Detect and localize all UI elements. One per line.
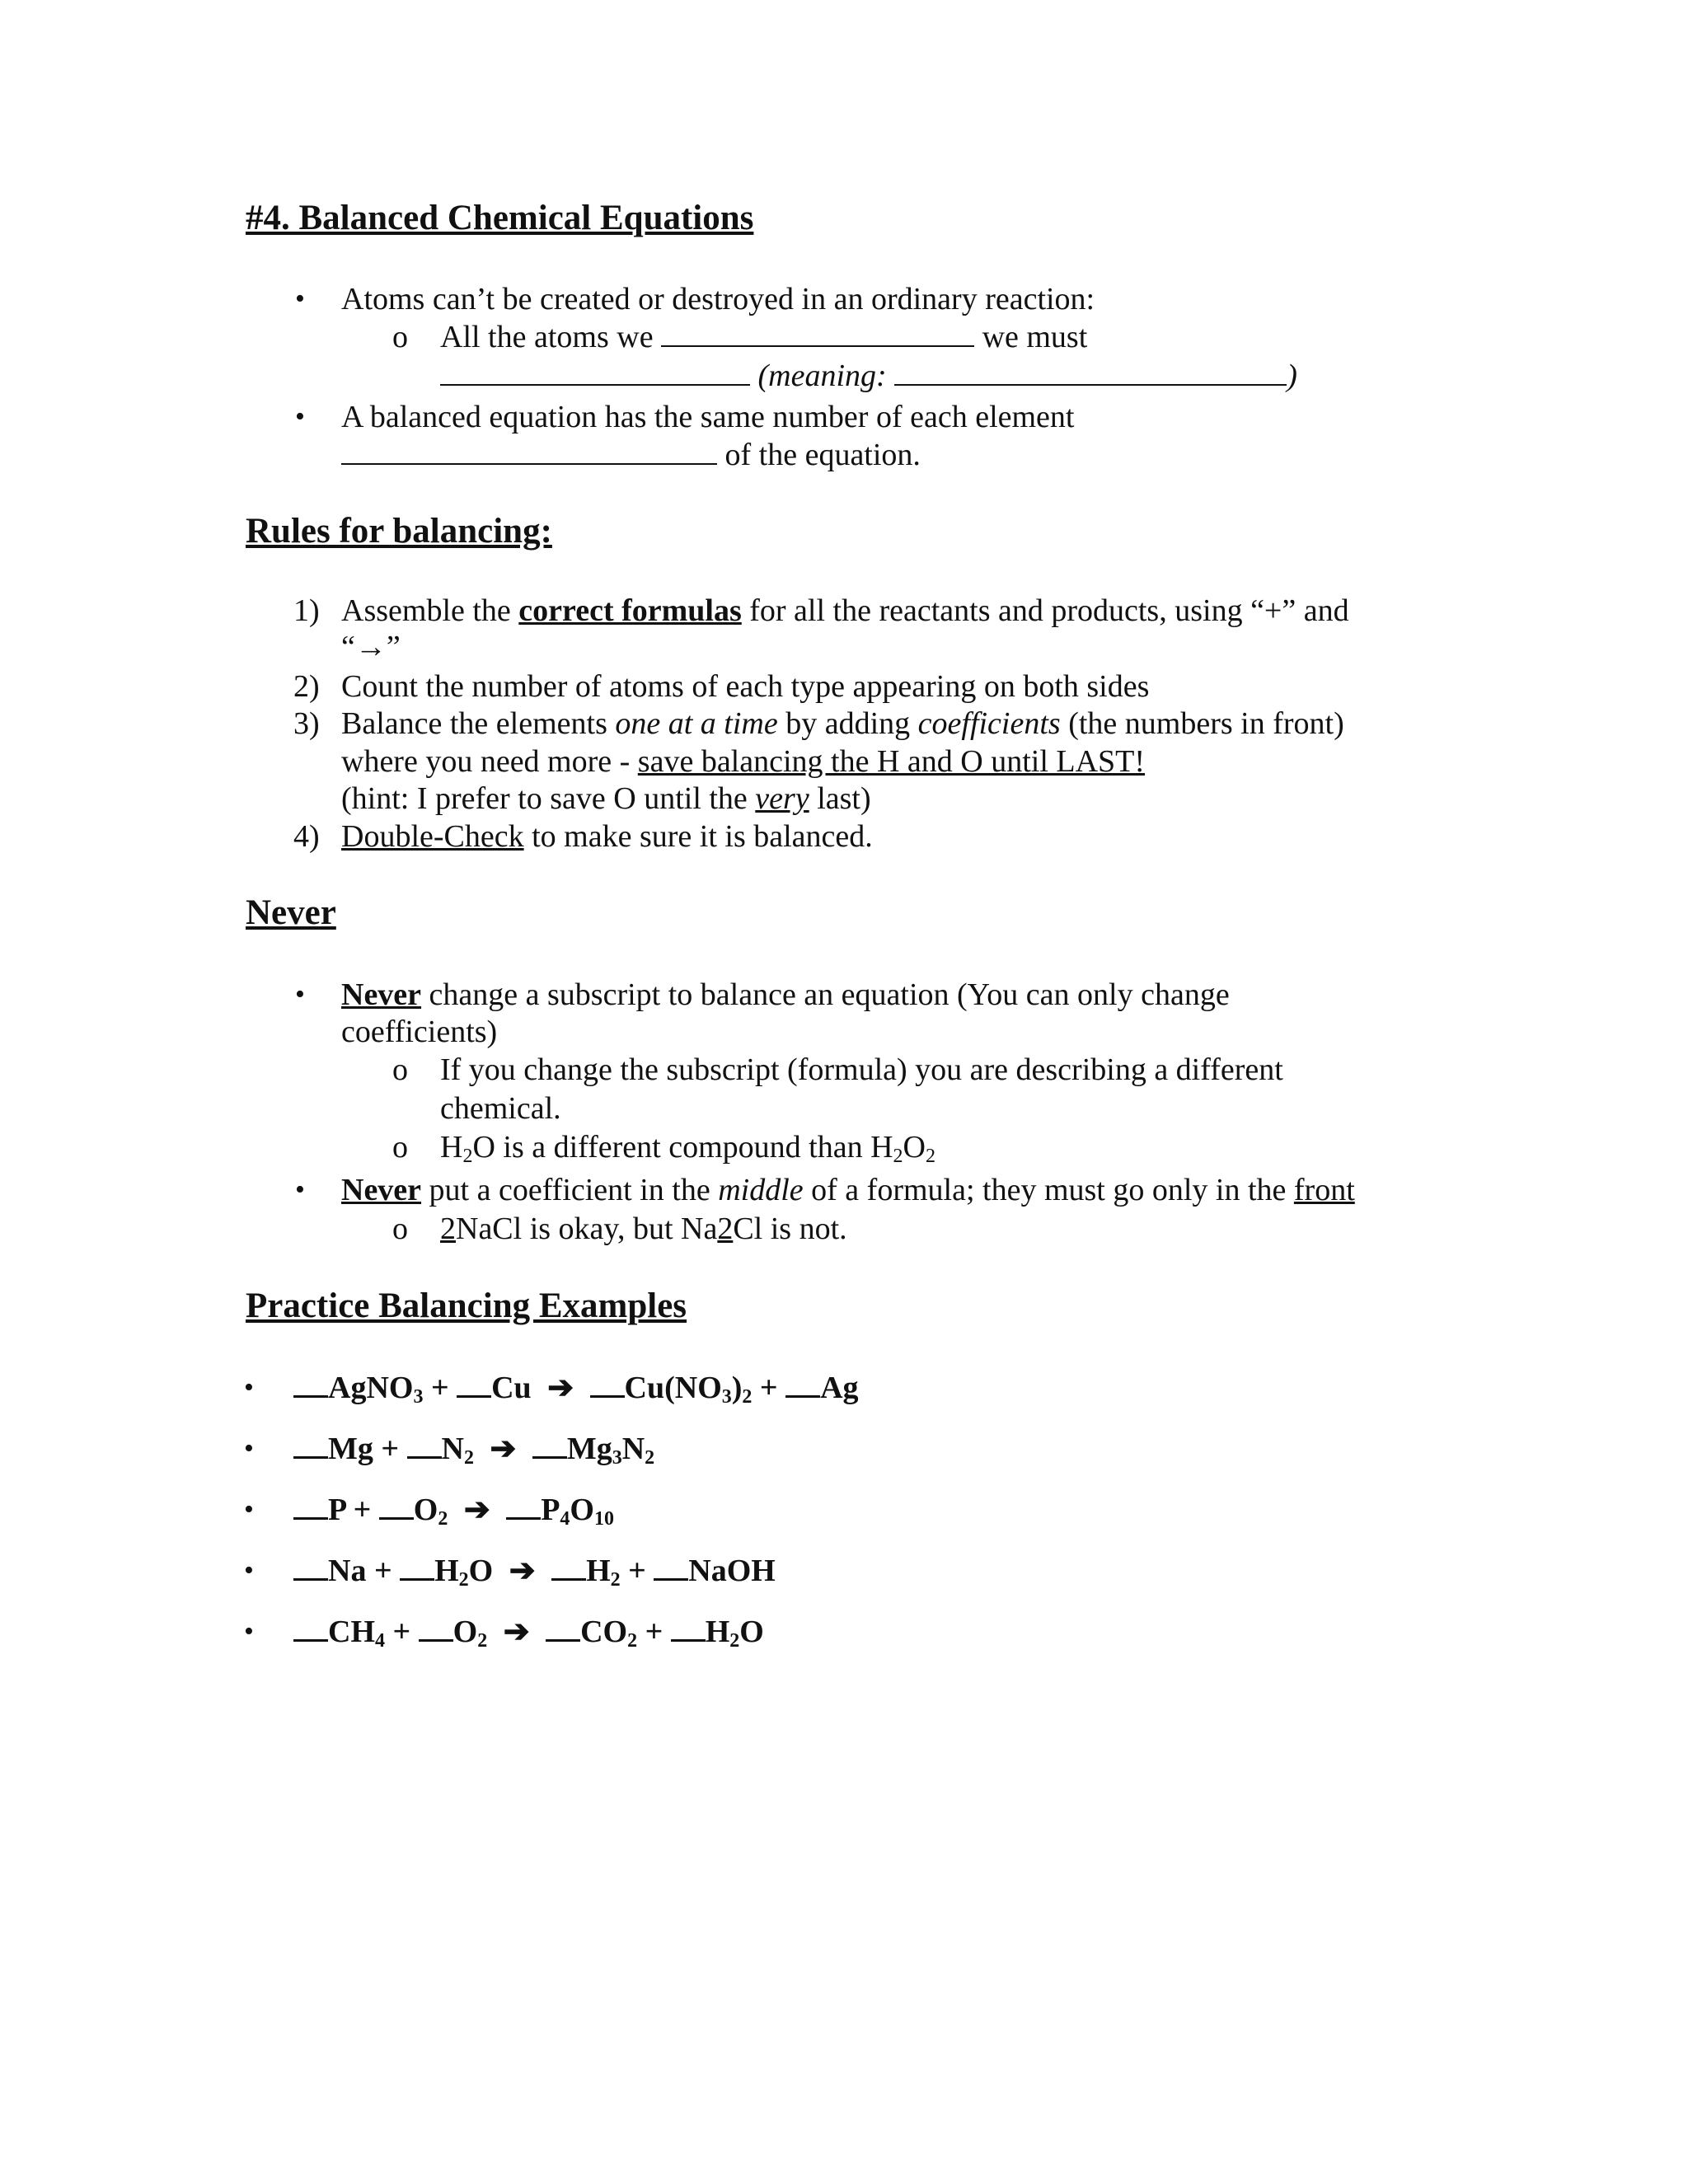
arrow-icon: ➔: [503, 1615, 530, 1649]
subscript: 2: [925, 1146, 935, 1167]
fill-in-blank[interactable]: [341, 438, 717, 465]
never-sub-bullet-3: [440, 1210, 847, 1248]
subscript: 2: [729, 1630, 740, 1652]
never-emphasis: Never: [341, 977, 422, 1012]
rule-1: [341, 592, 1349, 630]
formula: ): [731, 1371, 743, 1405]
rule-4: [341, 818, 873, 855]
subscript: 3: [721, 1386, 732, 1408]
intro-bullet-2-line2: [341, 436, 921, 474]
plus-sign: +: [759, 1371, 778, 1405]
bullet-icon: •: [295, 401, 305, 432]
never-bullet-2: [341, 1171, 1355, 1209]
coefficient-blank[interactable]: [419, 1616, 453, 1642]
formula: P: [541, 1493, 560, 1527]
subscript: 2: [742, 1386, 753, 1408]
formula: Cu: [491, 1371, 532, 1405]
rule-1-line2: “→”: [341, 630, 401, 664]
intro-bullet-2: A balanced equation has the same number of each element: [341, 400, 1075, 434]
formula: O: [413, 1493, 438, 1527]
subscript: 2: [462, 1146, 473, 1167]
never-sub-bullet-2: [440, 1128, 935, 1166]
coefficient-blank[interactable]: [532, 1433, 567, 1459]
subscript: 2: [645, 1447, 655, 1469]
rule-text: last): [817, 781, 871, 816]
coefficient-blank[interactable]: [293, 1555, 328, 1581]
formula: NaOH: [688, 1554, 776, 1588]
coefficient-blank[interactable]: [671, 1616, 706, 1642]
coefficient-blank[interactable]: [293, 1433, 328, 1459]
bullet-text: of the equation.: [724, 438, 921, 472]
bullet-text: put a coefficient in the: [429, 1173, 710, 1207]
plus-sign: +: [392, 1615, 411, 1649]
meaning-close: ): [1287, 359, 1297, 393]
bullet-icon: •: [295, 284, 305, 314]
intro-sub-bullet-1: [440, 318, 1087, 356]
bullet-icon: •: [244, 1555, 254, 1586]
bullet-text: Cl is not.: [733, 1212, 847, 1246]
rule-text: by adding: [785, 706, 911, 741]
coefficient-blank[interactable]: [457, 1372, 491, 1398]
bullet-icon: •: [295, 1174, 305, 1205]
bullet-icon: •: [244, 1372, 254, 1403]
bullet-icon: •: [244, 1616, 254, 1647]
rule-number: 2): [293, 669, 320, 704]
formula: O: [570, 1493, 594, 1527]
coefficient-blank[interactable]: [293, 1494, 328, 1520]
equation-4: [293, 1552, 776, 1590]
arrow-icon: ➔: [547, 1371, 574, 1405]
coefficient-blank[interactable]: [551, 1555, 586, 1581]
arrow-icon: ➔: [463, 1493, 490, 1527]
subscript: 2: [610, 1569, 621, 1591]
bullet-text: of a formula; they must go only in the: [811, 1173, 1287, 1207]
bullet-emphasis: front: [1293, 1173, 1355, 1207]
coefficient-blank[interactable]: [379, 1494, 414, 1520]
plus-sign: +: [645, 1615, 663, 1649]
formula: O: [468, 1554, 494, 1588]
bullet-text: change a subscript to balance an equation (You can only change: [429, 977, 1230, 1012]
coefficient-blank[interactable]: [785, 1372, 820, 1398]
coefficient-blank[interactable]: [590, 1372, 625, 1398]
rule-text: Balance the elements: [341, 706, 607, 741]
never-bullet-1: [341, 976, 1230, 1014]
fill-in-blank[interactable]: [661, 321, 974, 347]
rule-text: (hint: I prefer to save O until the: [341, 781, 748, 816]
rule-2: Count the number of atoms of each type appearing on both sides: [341, 669, 1150, 704]
equation-3: [293, 1491, 614, 1529]
rule-number: 4): [293, 819, 320, 854]
subscript: 10: [593, 1508, 614, 1530]
plus-sign: +: [628, 1554, 646, 1588]
formula: Ag: [820, 1371, 859, 1405]
page-title: #4. Balanced Chemical Equations: [246, 199, 754, 237]
subscript: 2: [893, 1146, 903, 1167]
plus-sign: +: [381, 1432, 400, 1466]
rule-3-line2: [341, 743, 1145, 780]
formula: O: [452, 1615, 478, 1649]
rule-number: 3): [293, 706, 320, 741]
arrow-icon: ➔: [509, 1554, 536, 1588]
rule-text: to make sure it is balanced.: [532, 819, 873, 854]
subscript: 2: [438, 1508, 448, 1530]
plus-sign: +: [430, 1371, 449, 1405]
formula: CH: [328, 1615, 375, 1649]
formula: H: [586, 1554, 611, 1588]
equation-2: [293, 1430, 654, 1468]
never-emphasis: Never: [341, 1173, 422, 1207]
bullet-text: NaCl is okay, but Na: [456, 1212, 718, 1246]
sub-bullet-text: we must: [982, 320, 1088, 354]
rule-emphasis: one at a time: [615, 706, 778, 741]
coefficient-blank[interactable]: [400, 1555, 434, 1581]
formula: CO: [580, 1615, 628, 1649]
formula: AgNO: [328, 1371, 414, 1405]
formula-text: O: [903, 1130, 926, 1165]
coefficient-blank[interactable]: [293, 1616, 328, 1642]
subscript: 2: [627, 1630, 638, 1652]
formula-text: H: [440, 1130, 463, 1165]
formula-text: O is a different compound than H: [472, 1130, 893, 1165]
practice-heading: Practice Balancing Examples: [246, 1286, 687, 1325]
rules-heading: Rules for balancing:: [246, 512, 552, 551]
rule-text: (the numbers in front): [1068, 706, 1344, 741]
rule-text: for all the reactants and products, using “+” and: [749, 593, 1349, 628]
rule-emphasis: correct formulas: [518, 593, 742, 628]
subscript: 2: [463, 1447, 474, 1469]
meaning-label: (meaning:: [757, 359, 887, 393]
formula: Cu(NO: [624, 1371, 722, 1405]
never-heading: Never: [246, 893, 336, 932]
formula: O: [739, 1615, 764, 1649]
rule-3: [341, 705, 1344, 743]
subscript: 4: [375, 1630, 385, 1652]
formula: Na: [328, 1554, 367, 1588]
coefficient-blank[interactable]: [506, 1494, 541, 1520]
coefficient-blank[interactable]: [407, 1433, 442, 1459]
subscript: 2: [477, 1630, 488, 1652]
subscript: 2: [458, 1569, 469, 1591]
circle-bullet-icon: o: [392, 320, 408, 354]
bullet-icon: •: [244, 1494, 254, 1525]
coefficient: 2: [717, 1212, 734, 1246]
formula: Mg: [328, 1432, 373, 1466]
formula: P: [328, 1493, 346, 1527]
sub-bullet-text: All the atoms we: [440, 320, 654, 354]
never-sub-bullet-1: If you change the subscript (formula) you are describing a different: [440, 1052, 1283, 1087]
intro-meaning-line: [440, 357, 1297, 395]
coefficient-blank[interactable]: [293, 1372, 328, 1398]
fill-in-blank[interactable]: [440, 359, 750, 386]
circle-bullet-icon: o: [392, 1052, 408, 1087]
plus-sign: +: [373, 1554, 392, 1588]
coefficient: 2: [440, 1212, 456, 1246]
circle-bullet-icon: o: [392, 1130, 408, 1165]
equation-1: [293, 1369, 859, 1407]
bullet-emphasis: middle: [718, 1173, 804, 1207]
equation-5: [293, 1613, 764, 1651]
subscript: 3: [612, 1447, 622, 1469]
formula: Mg: [566, 1432, 612, 1466]
rule-text: Assemble the: [341, 593, 511, 628]
subscript: 4: [560, 1508, 570, 1530]
formula: H: [705, 1615, 730, 1649]
rule-emphasis: coefficients: [917, 706, 1061, 741]
rule-emphasis: Double-Check: [341, 819, 524, 854]
circle-bullet-icon: o: [392, 1212, 408, 1246]
formula: N: [621, 1432, 645, 1466]
formula: H: [434, 1554, 459, 1588]
intro-bullet-1: Atoms can’t be created or destroyed in an ordinary reaction:: [341, 282, 1095, 316]
rule-emphasis: very: [755, 781, 809, 816]
rule-3-line3: [341, 780, 871, 818]
bullet-icon: •: [295, 979, 305, 1010]
coefficient-blank[interactable]: [546, 1616, 580, 1642]
plus-sign: +: [353, 1493, 372, 1527]
rule-emphasis: save balancing the H and O until LAST!: [637, 744, 1146, 779]
arrow-icon: ➔: [490, 1432, 517, 1466]
never-sub-bullet-1-line2: chemical.: [440, 1091, 561, 1126]
never-bullet-1-line2: coefficients): [341, 1015, 498, 1049]
rule-number: 1): [293, 593, 320, 628]
coefficient-blank[interactable]: [654, 1555, 688, 1581]
rule-text: where you need more -: [341, 744, 631, 779]
subscript: 3: [413, 1386, 424, 1408]
bullet-icon: •: [244, 1433, 254, 1464]
fill-in-blank[interactable]: [894, 359, 1287, 386]
formula: N: [441, 1432, 464, 1466]
